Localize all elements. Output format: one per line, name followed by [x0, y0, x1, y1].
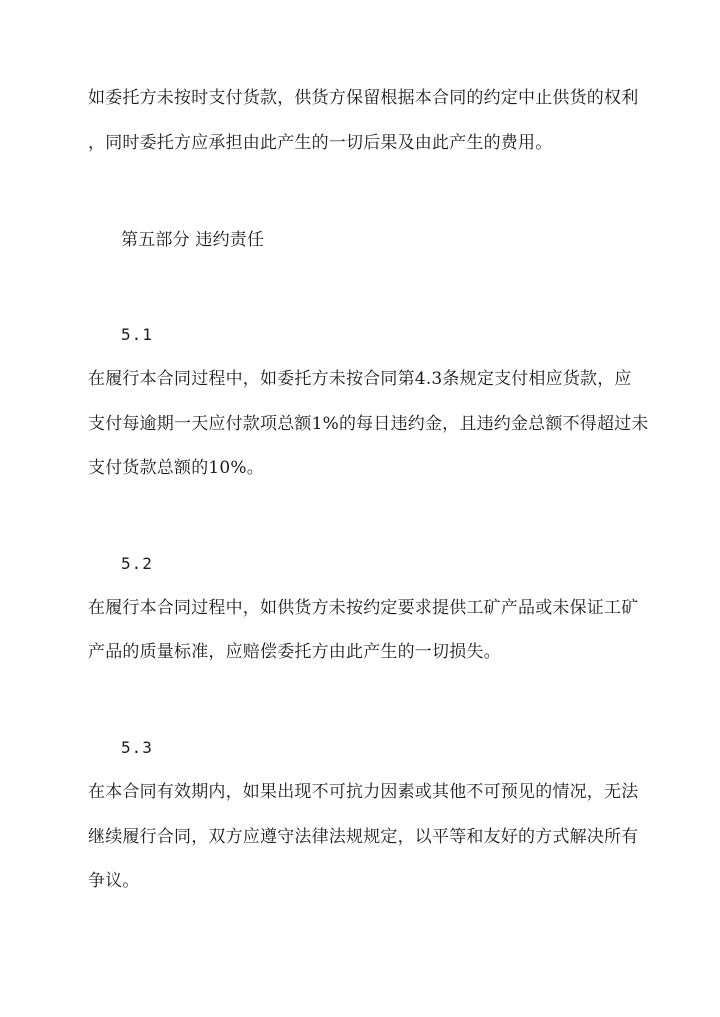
clause-5-1-line-1: 在履行本合同过程中，如委托方未按合同第4.3条规定支付相应货款，应	[88, 369, 632, 389]
clause-5-1-line-2: 支付每逾期一天应付款项总额1%的每日违约金，且违约金总额不得超过未	[88, 414, 649, 434]
intro-line-2: ，同时委托方应承担由此产生的一切后果及由此产生的费用。	[88, 133, 553, 153]
clause-5-2-line-2: 产品的质量标准，应赔偿委托方由此产生的一切损失。	[88, 642, 501, 662]
clause-5-3-line-1: 在本合同有效期内，如果出现不可抗力因素或其他不可预见的情况，无法	[88, 782, 639, 802]
clause-number-5-1: 5.1	[121, 325, 153, 344]
clause-number-5-2: 5.2	[121, 554, 153, 573]
intro-line-1: 如委托方未按时支付货款，供货方保留根据本合同的约定中止供货的权利	[88, 88, 639, 108]
clause-number-5-3: 5.3	[121, 738, 153, 757]
clause-5-3-line-3: 争议。	[88, 871, 140, 891]
clause-5-2-line-1: 在履行本合同过程中，如供货方未按约定要求提供工矿产品或未保证工矿	[88, 598, 639, 618]
section-heading: 第五部分 违约责任	[121, 230, 265, 250]
clause-5-1-line-3: 支付货款总额的10%。	[88, 458, 264, 478]
clause-5-3-line-2: 继续履行合同，双方应遵守法律法规规定，以平等和友好的方式解决所有	[88, 827, 639, 847]
